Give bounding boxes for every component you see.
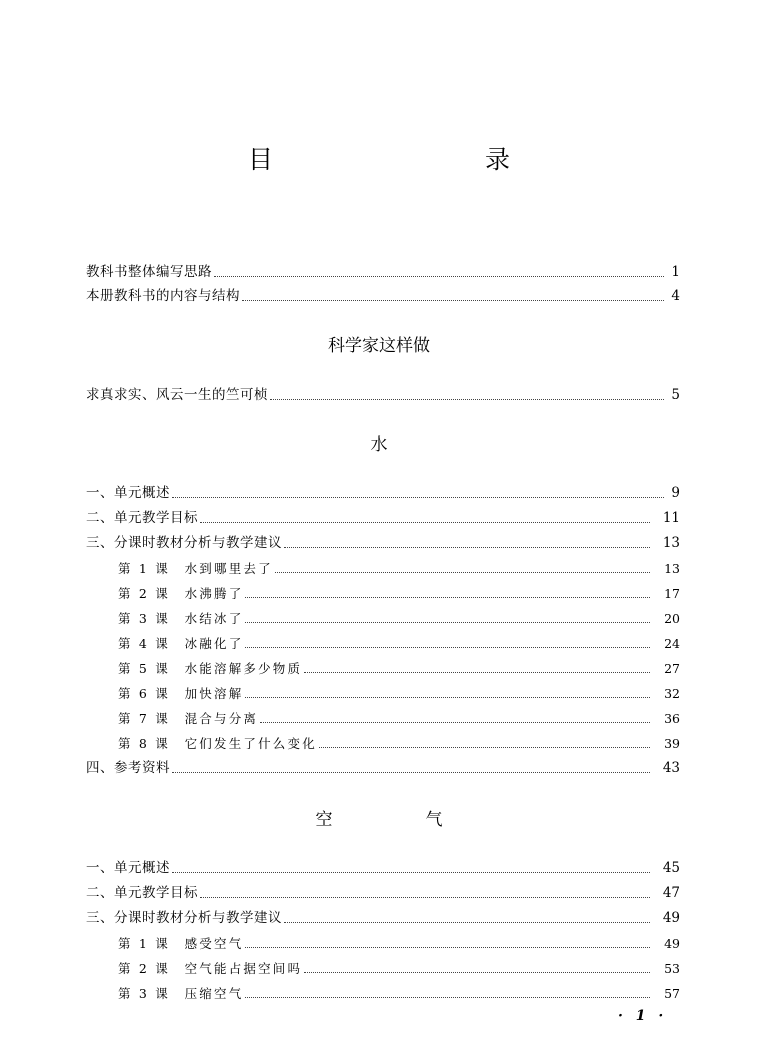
toc-entry-page: 13 [662,535,680,551]
toc-entry[interactable] [86,527,680,552]
toc-entry-page: 11 [662,510,680,526]
toc-entry-page: 27 [664,661,680,676]
toc-entry-page: 9 [671,485,680,501]
leader-dots [242,299,664,301]
toc-entry-label: 三、分课时教材分析与教学建议 [86,535,282,551]
toc-lesson-entry[interactable] [118,727,680,752]
toc-entry-page: 32 [664,686,680,701]
leader-dots [245,696,650,698]
toc-lesson-entry[interactable] [118,677,680,702]
toc-entry[interactable] [86,477,680,502]
toc-entry-page: 57 [664,986,680,1001]
leader-dots [260,721,650,723]
toc-entry-label: 一、单元概述 [86,860,170,876]
leader-dots [214,275,664,277]
toc-entry-label: 第 7 课 混合与分离 [118,711,259,726]
leader-dots [245,996,650,998]
page-number: · 1 · [618,1008,668,1024]
toc-entry[interactable] [86,852,680,877]
toc-entry-page: 17 [664,586,680,601]
toc-entry-label: 教科书整体编写思路 [86,264,212,280]
toc-entry[interactable] [86,280,680,305]
leader-dots [284,546,650,548]
toc-lesson-entry[interactable] [118,552,680,577]
toc-entry-page: 39 [664,736,680,751]
leader-dots [245,646,650,648]
leader-dots [172,771,650,773]
toc-entry-page: 47 [662,885,680,901]
leader-dots [304,671,650,673]
leader-dots [245,946,650,948]
toc-lesson-entry[interactable] [118,627,680,652]
leader-dots [245,621,650,623]
toc-entry-page: 53 [664,961,680,976]
leader-dots [200,521,650,523]
toc-entry-page: 20 [664,611,680,626]
toc-entry-label: 第 3 课 压缩空气 [118,986,244,1001]
leader-dots [270,398,664,400]
toc-entry-label: 二、单元教学目标 [86,885,198,901]
toc-entry-page: 4 [671,288,680,304]
toc-lesson-entry[interactable] [118,952,680,977]
toc-lesson-entry[interactable] [118,977,680,1002]
toc-entry-label: 第 8 课 它们发生了什么变化 [118,736,317,751]
toc-lesson-entry[interactable] [118,927,680,952]
leader-dots [245,596,650,598]
toc-entry-page: 5 [671,387,680,403]
toc-lesson-entry[interactable] [118,577,680,602]
toc-entry-page: 43 [662,760,680,776]
leader-dots [172,871,650,873]
toc-entry-label: 第 2 课 水沸腾了 [118,586,244,601]
toc-entry-page: 1 [671,264,680,280]
leader-dots [200,896,650,898]
section-title-scientists: 科学家这样做 [328,336,430,356]
toc-entry-label: 第 1 课 感受空气 [118,936,244,951]
leader-dots [304,971,650,973]
toc-entry[interactable] [86,379,680,404]
page-title: 目 录 [247,145,564,174]
section-title-air: 空 气 [315,810,481,830]
toc-entry[interactable] [86,902,680,927]
toc-entry-label: 本册教科书的内容与结构 [86,288,240,304]
toc-lesson-entry[interactable] [118,602,680,627]
toc-entry-page: 13 [664,561,680,576]
leader-dots [275,571,650,573]
toc-entry-page: 24 [664,636,680,651]
toc-entry[interactable] [86,752,680,777]
leader-dots [284,921,650,923]
leader-dots [319,746,650,748]
toc-entry[interactable] [86,256,680,281]
toc-entry-label: 一、单元概述 [86,485,170,501]
toc-entry-page: 36 [664,711,680,726]
toc-entry-page: 49 [664,936,680,951]
toc-entry-label: 四、参考资料 [86,760,170,776]
section-title-water: 水 [370,435,388,455]
toc-entry-label: 三、分课时教材分析与教学建议 [86,910,282,926]
toc-lesson-entry[interactable] [118,652,680,677]
toc-entry-label: 求真求实、风云一生的竺可桢 [86,387,268,403]
toc-entry-page: 45 [662,860,680,876]
toc-lesson-entry[interactable] [118,702,680,727]
toc-entry-label: 第 6 课 加快溶解 [118,686,244,701]
toc-entry-label: 第 2 课 空气能占据空间吗 [118,961,303,976]
toc-entry-label: 第 1 课 水到哪里去了 [118,561,273,576]
toc-entry[interactable] [86,877,680,902]
toc-entry[interactable] [86,502,680,527]
toc-entry-label: 第 4 课 冰融化了 [118,636,244,651]
leader-dots [172,496,664,498]
toc-entry-page: 49 [662,910,680,926]
toc-entry-label: 第 5 课 水能溶解多少物质 [118,661,303,676]
toc-entry-label: 二、单元教学目标 [86,510,198,526]
toc-entry-label: 第 3 课 水结冰了 [118,611,244,626]
